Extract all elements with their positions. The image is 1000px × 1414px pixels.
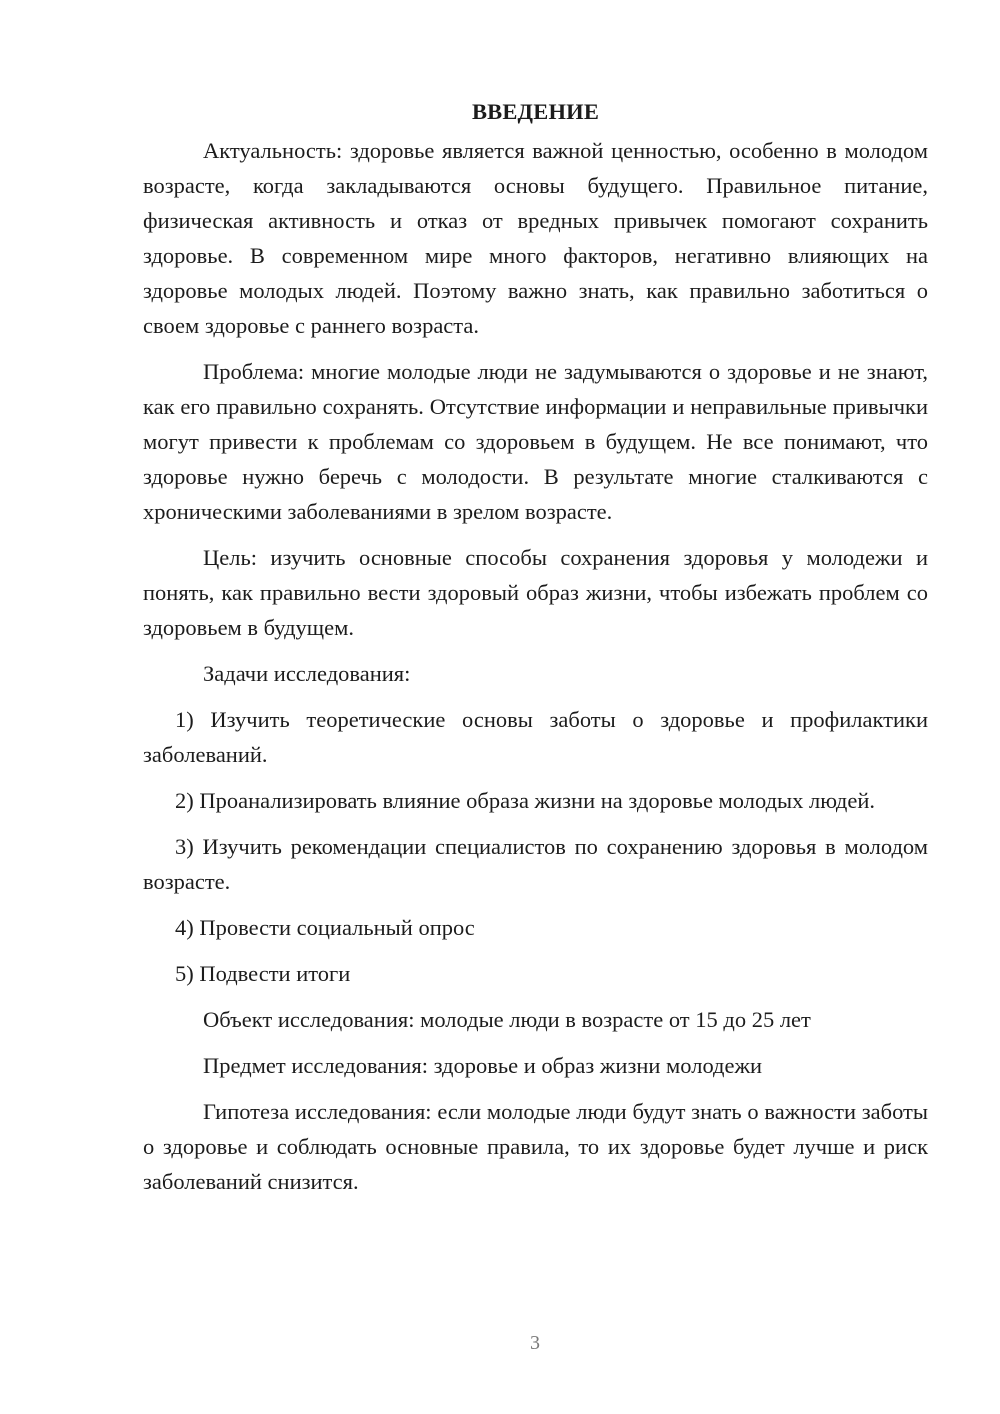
page-number: 3 <box>530 1332 540 1354</box>
problem-paragraph: Проблема: многие молодые люди не задумываются о здоровье и не знают, как его правильно сохранять. Отсутствие информации и неправильные привычки могут привести к проблемам со здоровьем в будущем. Не все понимают, что здоровье нужно беречь с молодости. В результате многие сталкиваются с хроническими заболеваниями в зрелом возрасте. <box>143 359 928 524</box>
task-item-1: 1) Изучить теоретические основы заботы о здоровье и профилактики заболеваний. <box>143 707 928 767</box>
tasks-heading: Задачи исследования: <box>203 661 411 686</box>
relevance-paragraph: Актуальность: здоровье является важной ценностью, особенно в молодом возрасте, когда закладываются основы будущего. Правильное питание, физическая активность и отказ от вредных привычек помогают сохранить здоровье. В современном мире много факторов, негативно влияющих на здоровье молодых людей. Поэтому важно знать, как правильно заботиться о своем здоровье с раннего возраста. <box>143 138 928 338</box>
research-object: Объект исследования: молодые люди в возрасте от 15 до 25 лет <box>203 1007 811 1032</box>
research-subject: Предмет исследования: здоровье и образ жизни молодежи <box>203 1053 763 1078</box>
task-item-2: 2) Проанализировать влияние образа жизни на здоровье молодых людей. <box>175 788 876 813</box>
task-item-5: 5) Подвести итоги <box>175 961 351 986</box>
goal-paragraph: Цель: изучить основные способы сохранения здоровья у молодежи и понять, как правильно вести здоровый образ жизни, чтобы избежать проблем со здоровьем в будущем. <box>143 545 928 640</box>
section-title: ВВЕДЕНИЕ <box>471 99 600 124</box>
page-content <box>143 94 928 1199</box>
task-item-3: 3) Изучить рекомендации специалистов по сохранению здоровья в молодом возрасте. <box>143 834 928 894</box>
research-hypothesis: Гипотеза исследования: если молодые люди будут знать о важности заботы о здоровье и соблюдать основные правила, то их здоровье будет лучше и риск заболеваний снизится. <box>143 1099 928 1194</box>
task-item-4: 4) Провести социальный опрос <box>175 915 475 940</box>
